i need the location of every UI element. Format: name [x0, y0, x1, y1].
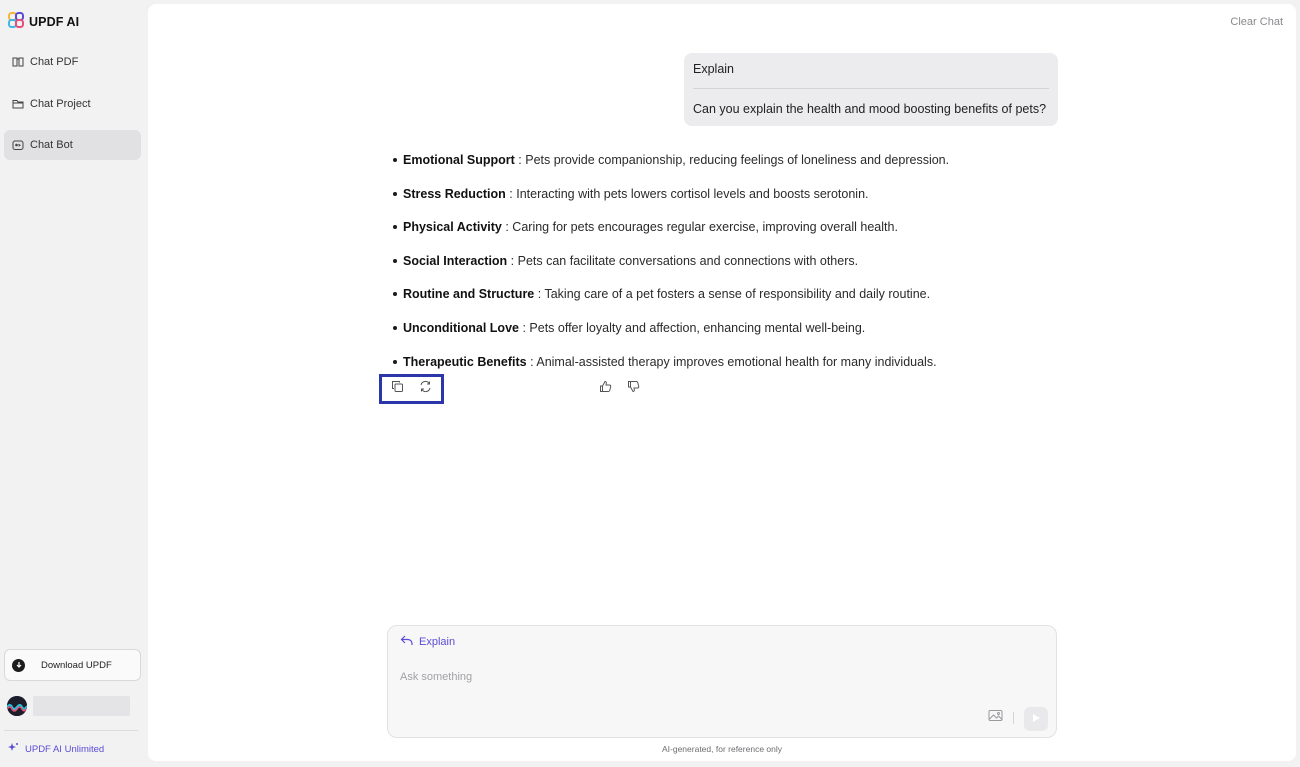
answer-term: Physical Activity — [403, 220, 502, 235]
folder-icon — [11, 98, 24, 111]
answer-term: Therapeutic Benefits — [403, 354, 527, 369]
sidebar-item-chat-pdf[interactable] — [4, 47, 141, 77]
list-item — [391, 284, 1091, 318]
send-icon — [1031, 710, 1041, 728]
answer-text: : Pets can facilitate conversations and connections with others. — [507, 253, 859, 268]
sidebar — [0, 0, 148, 767]
download-icon — [12, 659, 25, 672]
copy-button[interactable] — [389, 381, 405, 397]
ask-input[interactable] — [400, 668, 960, 686]
answer-term: Routine and Structure — [403, 287, 535, 302]
user-message-text: Can you explain the health and mood boosting benefits of pets? — [693, 102, 1047, 116]
sidebar-item-label: Chat PDF — [30, 56, 79, 68]
quoted-prompt-label: Explain — [419, 636, 456, 648]
bot-icon — [11, 139, 24, 152]
answer-term: Stress Reduction — [403, 186, 506, 201]
quoted-prompt-chip[interactable] — [400, 635, 455, 649]
upload-image-button[interactable] — [986, 710, 1004, 726]
answer-text: : Pets offer loyalty and affection, enhancing mental well-being. — [518, 320, 866, 335]
download-updf-button[interactable] — [4, 649, 141, 681]
brand-name: UPDF AI — [29, 15, 80, 29]
download-label: Download UPDF — [41, 659, 112, 671]
sidebar-item-label: Chat Project — [30, 98, 91, 110]
list-item — [391, 184, 1091, 218]
answer-term: Emotional Support — [403, 153, 515, 167]
copy-icon — [391, 380, 404, 398]
assistant-answer-list — [391, 150, 1091, 385]
sidebar-item-chat-project[interactable] — [4, 89, 141, 119]
reply-arrow-icon — [400, 635, 413, 649]
answer-term: Unconditional Love — [403, 320, 519, 335]
divider — [4, 730, 138, 731]
list-item — [391, 217, 1091, 251]
user-message-bubble — [684, 53, 1058, 126]
sidebar-item-label: Chat Bot — [30, 139, 73, 151]
thumbs-up-icon — [599, 380, 612, 398]
sparkle-icon — [8, 742, 19, 756]
user-message-title: Explain — [693, 62, 734, 76]
answer-text: : Caring for pets encourages regular exercise, improving overall health. — [501, 220, 898, 235]
ai-disclaimer: AI-generated, for reference only — [661, 744, 782, 754]
answer-text: : Interacting with pets lowers cortisol levels and boosts serotonin. — [505, 186, 869, 201]
unlimited-label: UPDF AI Unlimited — [25, 743, 105, 755]
avatar — [7, 696, 27, 716]
regenerate-button[interactable] — [417, 381, 433, 397]
answer-text: : Taking care of a pet fosters a sense of responsibility and daily routine. — [534, 287, 931, 302]
list-item — [391, 352, 1091, 386]
clear-chat-button[interactable]: Clear Chat — [1230, 16, 1283, 28]
answer-term: Social Interaction — [403, 253, 508, 268]
user-profile[interactable] — [7, 694, 130, 718]
divider — [693, 88, 1049, 89]
chat-panel — [148, 4, 1296, 761]
sidebar-item-chat-bot[interactable] — [4, 130, 141, 160]
list-item — [391, 251, 1091, 285]
send-button[interactable] — [1024, 707, 1048, 731]
divider — [1013, 712, 1014, 724]
regenerate-icon — [419, 380, 432, 398]
brand[interactable] — [8, 13, 79, 31]
user-name-placeholder — [33, 696, 130, 716]
thumbs-up-button[interactable] — [597, 381, 613, 397]
answer-text: : Pets provide companionship, reducing feelings of loneliness and depression. — [514, 153, 950, 167]
book-icon — [11, 56, 24, 69]
thumbs-down-button[interactable] — [625, 381, 641, 397]
updf-logo-icon — [8, 12, 24, 33]
answer-text: : Animal-assisted therapy improves emotional health for many individuals. — [526, 354, 937, 369]
updf-ai-unlimited-link[interactable] — [8, 742, 104, 756]
thumbs-down-icon — [627, 380, 640, 398]
list-item — [391, 150, 1091, 184]
message-composer — [387, 625, 1057, 738]
list-item — [391, 318, 1091, 352]
image-icon — [988, 709, 1003, 727]
